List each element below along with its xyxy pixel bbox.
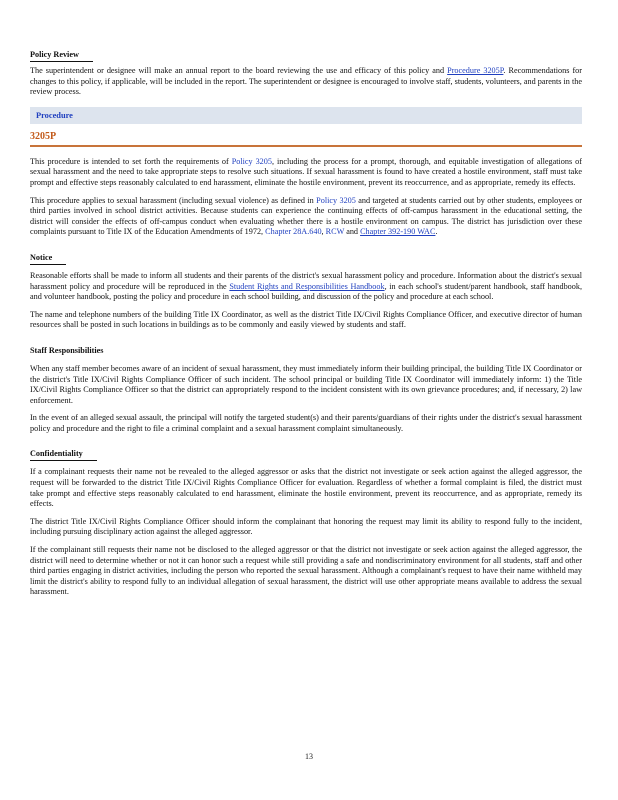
notice-heading: Notice xyxy=(30,253,66,265)
notice-section xyxy=(30,247,582,331)
staff-paragraph-2: In the event of an alleged sexual assault, the principal will notify the targeted student(s) and their parents/guardians of their rights under the district's sexual harassment policy and procedure and the right to file a criminal complaint and a sexual harassment complaint simultaneously. xyxy=(30,413,582,433)
policy-3205-link-2[interactable]: Policy 3205 xyxy=(316,195,356,205)
page-number: 13 xyxy=(305,752,313,761)
procedure-band xyxy=(30,107,582,124)
procedure-code: 3205P xyxy=(30,130,57,142)
staff-paragraph-1: When any staff member becomes aware of an incident of sexual harassment, they must immediately inform their building principal, the building Title IX Coordinator or the district's Title IX/Civil Rights Compliance Officer of such incident. The school principal or building Title IX Coordinator will immediately inform: 1) the Title IX/Civil Rights Compliance Officer so that the district can appropriately respond to the incident consistent with its own grievance procedures; and, if necessary, 2) law enforcement. xyxy=(30,363,582,405)
staff-heading: Staff Responsibilities xyxy=(30,345,104,355)
procedure-divider xyxy=(30,145,582,147)
document-page xyxy=(30,44,582,607)
confidentiality-paragraph-3: If the complainant still requests their name not be disclosed to the alleged aggressor or that the district not investigate or seek action against the alleged aggressor, the district will need to determine whether or not it can honor such a request while still providing a safe and nondiscriminatory environment for all students, staff and other third parties engaging in district activities, including the person who reported the sexual harassment. Although a complainant's request to have their name withheld may limit the district's ability to respond fully to an individual allegation of sexual harassment, the district will use other appropriate means available to address the sexual harassment. xyxy=(30,545,582,597)
chapter-28a-640-link[interactable]: Chapter 28A.640 xyxy=(265,227,322,237)
confidentiality-paragraph-1: If a complainant requests their name not be revealed to the alleged aggressor or asks that the district not investigate or seek action against the alleged aggressor, the request will be forwarded to the district Title IX/Civil Rights Compliance Officer for evaluation. Regardless of whether a formal complaint is filed, the district must take prompt and effective steps reasonably calculated to end harassment, eliminate the hostile environment, prevent its reoccurrence, and as appropriate, remedy its effects. xyxy=(30,467,582,509)
confidentiality-paragraph-2: The district Title IX/Civil Rights Compliance Officer should inform the complainant that honoring the request may limit its ability to respond fully to the incident, including pursuing disciplinary action against the alleged aggressor. xyxy=(30,516,582,537)
policy-3205-link[interactable]: Policy 3205 xyxy=(231,156,272,166)
confidentiality-heading: Confidentiality xyxy=(30,449,97,461)
procedure-3205p-link[interactable]: Procedure 3205P xyxy=(447,66,504,75)
student-handbook-link[interactable]: Student Rights and Responsibilities Handbook xyxy=(229,281,385,291)
chapter-392-190-wac-link[interactable]: Chapter 392-190 WAC xyxy=(360,227,436,237)
policy-review-paragraph: The superintendent or designee will make an annual report to the board reviewing the use and efficacy of this policy and Procedure 3205P. Recommendations for changes to this policy, if applicable, will be included in the report. The superintendent or designee is encouraged to involve staff, students, volunteers, and parents in the review process. xyxy=(30,66,582,97)
intro-paragraph-2: This procedure applies to sexual harassment (including sexual violence) as defined in Policy 3205 and targeted at students carried out by other students, employees or third parties involved in school district activities. Because students can experience the continuing effects of off-campus harassment in the educational setting, the district will consider the effects of off-campus conduct when evaluating whether there is a hostile environment on campus. The district has jurisdiction over these complaints pursuant to Title IX of the Education Amendments of 1972, Chapter 28A.640, RCW and Chapter 392-190 WAC. xyxy=(30,195,582,237)
intro-paragraph-1: This procedure is intended to set forth the requirements of Policy 3205, including the process for a prompt, thorough, and equitable investigation of allegations of sexual harassment and the need to take appropriate steps to resolve such situations. If sexual harassment is found to have created a hostile environment, staff must take prompt and effective steps reasonably calculated to end harassment, eliminate the hostile environment, prevent its reoccurrence, and as appropriate, remedy its effects. xyxy=(30,156,582,187)
intro-section xyxy=(30,157,582,238)
policy-review-section xyxy=(30,44,582,98)
notice-paragraph-1: Reasonable efforts shall be made to inform all students and their parents of the district's sexual harassment policy and procedure. Information about the district's sexual harassment policy and procedure will be reproduced in the Student Rights and Responsibilities Handbook, in each school's student/parent handbook, staff handbook, and volunteer handbook, posting the policy and procedure in each school building, and discussion of the policy and procedure at each school. xyxy=(30,270,582,302)
confidentiality-section xyxy=(30,443,582,598)
procedure-band-label: Procedure xyxy=(36,110,73,120)
rcw-link[interactable]: RCW xyxy=(325,227,345,237)
notice-paragraph-2: The name and telephone numbers of the building Title IX Coordinator, as well as the district Title IX/Civil Rights Compliance Officer, and executive director of human resources shall be posted in such locations in buildings as to be commonly and easily viewed by students and staff. xyxy=(30,309,582,330)
staff-section xyxy=(30,340,582,435)
policy-review-heading: Policy Review xyxy=(30,50,93,62)
